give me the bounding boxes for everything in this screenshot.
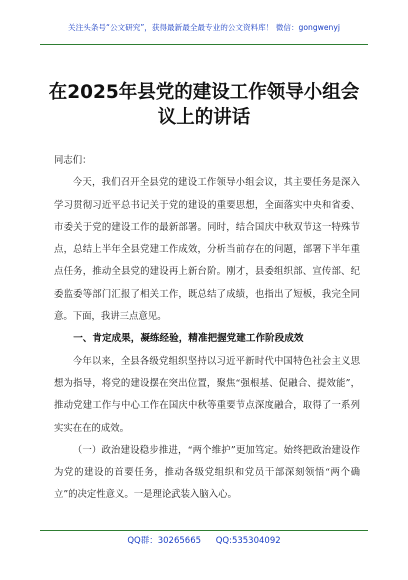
section-1-heading: 一、肯定成果，凝练经验，精准把握党建工作阶段成效 bbox=[73, 333, 304, 345]
header-divider bbox=[40, 44, 368, 45]
title-line-2: 议上的讲话 bbox=[157, 107, 251, 128]
footer-qq-contact: QQ:535304092 bbox=[215, 536, 281, 546]
intro-paragraph: 今天，我们召开全县党的建设工作领导小组会议，其主要任务是深入学习贯彻习近平总书记关于党的建设的重要思想，全面落实中央和省委、市委关于党的建设工作的最新部署。同时，结合国庆中秋双节这一特殊节点，总结上半年全县党建工作成效，分析当前存在的问题，部署下半年重点任务，推动全县党的建设再上新台阶。刚才，县委组织部、宣传部、纪委监委等部门汇报了相关工作，既总结了成绩，也指出了短板，我完全同意。下面，我讲三点意见。 bbox=[54, 177, 360, 323]
footer-divider bbox=[40, 530, 368, 531]
promo-header-note: 关注头条号“公文研究”，获得最新最全最专业的公文资料库！ 微信：gongwenyj bbox=[68, 23, 340, 32]
footer-qq-group: QQ群：30265665 bbox=[127, 536, 202, 546]
footer bbox=[0, 534, 408, 546]
section-1-paragraph-1: 今年以来，全县各级党组织坚持以习近平新时代中国特色社会主义思想为指导，将党的建设摆在突出位置，聚焦“强根基、促融合、提效能”，推动党建工作与中心工作在国庆中秋等重要节点深度融合，取得了一系列实实在在的成效。 bbox=[54, 355, 360, 434]
title-line-1: 在2025年县党的建设工作领导小组会 bbox=[48, 82, 360, 103]
document-title bbox=[30, 80, 378, 130]
document-body bbox=[54, 150, 360, 507]
section-1-paragraph-2: （一）政治建设稳步推进，“两个维护”更加笃定。始终把政治建设作为党的建设的首要任务，推动各级党组织和党员干部深刻领悟“两个确立”的决定性意义。一是理论武装入脑入心。 bbox=[54, 444, 360, 501]
salutation: 同志们： bbox=[54, 155, 92, 166]
